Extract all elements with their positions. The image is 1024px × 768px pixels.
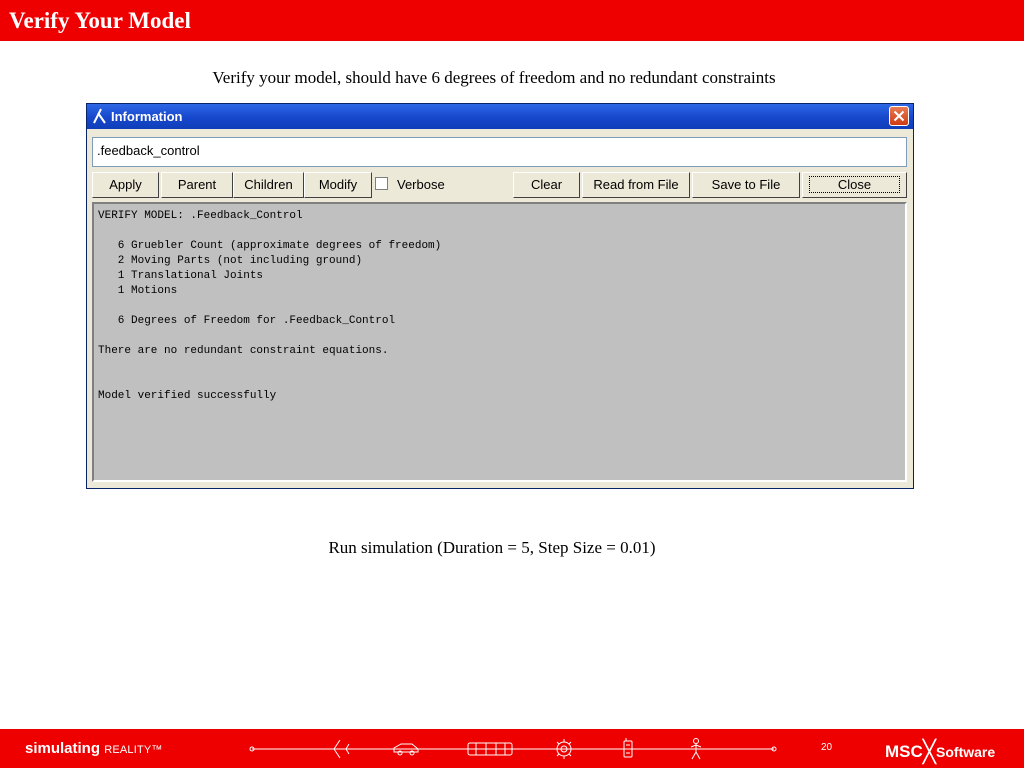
logo-x-mark: ╳ <box>922 739 937 764</box>
adams-logo-icon <box>92 107 108 125</box>
children-button[interactable]: Children <box>233 172 304 198</box>
logo-left-text: MSC <box>885 742 923 761</box>
read-from-file-button[interactable]: Read from File <box>582 172 690 198</box>
output-line <box>98 359 901 374</box>
output-line: 6 Gruebler Count (approximate degrees of freedom) <box>98 240 442 252</box>
output-line: VERIFY MODEL: .Feedback_Control <box>98 210 303 222</box>
msc-software-logo <box>885 737 995 763</box>
output-line: Model verified successfully <box>98 390 277 402</box>
verbose-option[interactable] <box>375 177 445 195</box>
close-button[interactable] <box>802 172 907 198</box>
slide-subtitle: Verify your model, should have 6 degrees of freedom and no redundant constraints <box>212 68 776 87</box>
slide-title: Verify Your Model <box>9 8 191 33</box>
dialog-title: Information <box>111 109 183 124</box>
output-line <box>98 224 901 239</box>
verbose-label: Verbose <box>397 177 445 192</box>
output-line <box>98 374 901 389</box>
output-line <box>98 299 901 314</box>
plane-icon <box>322 740 350 758</box>
verbose-checkbox[interactable] <box>375 177 388 190</box>
slide-header <box>0 0 1024 41</box>
information-dialog <box>86 103 914 489</box>
modify-button[interactable]: Modify <box>304 172 372 198</box>
brand-main: simulating <box>25 740 101 757</box>
output-line: 2 Moving Parts (not including ground) <box>98 255 363 267</box>
output-line: 1 Motions <box>98 285 178 297</box>
output-line: There are no redundant constraint equations. <box>98 345 389 357</box>
window-close-button[interactable] <box>889 106 909 126</box>
close-button-label: Close <box>809 176 900 193</box>
apply-button[interactable]: Apply <box>92 172 159 198</box>
parent-button[interactable]: Parent <box>161 172 233 198</box>
brand-sub: REALITY™ <box>104 744 163 756</box>
output-line <box>98 329 901 344</box>
clear-button[interactable]: Clear <box>513 172 580 198</box>
dialog-toolbar <box>92 172 907 198</box>
output-line: 1 Translational Joints <box>98 270 264 282</box>
slide-footer <box>0 729 1024 768</box>
close-icon <box>890 107 908 125</box>
page-number: 20 <box>821 742 833 753</box>
brand-tagline <box>25 740 163 757</box>
phone-icon <box>624 738 632 757</box>
save-to-file-button[interactable]: Save to File <box>692 172 800 198</box>
industry-timeline <box>248 737 778 761</box>
object-path-input[interactable]: .feedback_control <box>92 137 907 167</box>
simulation-instruction: Run simulation (Duration = 5, Step Size = 0.01) <box>328 538 656 557</box>
verify-output-text[interactable] <box>92 202 907 482</box>
dialog-titlebar[interactable] <box>87 104 913 129</box>
output-line: 6 Degrees of Freedom for .Feedback_Control <box>98 315 396 327</box>
logo-right-text: Software <box>936 744 996 760</box>
